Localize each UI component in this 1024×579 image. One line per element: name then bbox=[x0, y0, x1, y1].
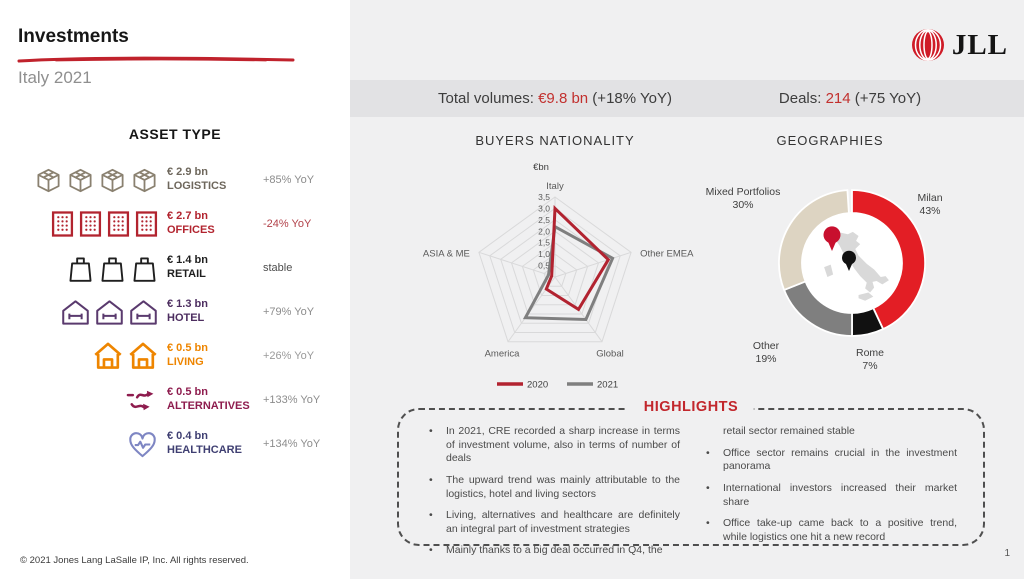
highlights-columns bbox=[399, 410, 983, 572]
highlight-item bbox=[706, 447, 957, 474]
highlight-item bbox=[706, 425, 957, 439]
building-icon bbox=[79, 210, 102, 238]
shopping-bag-icon bbox=[67, 254, 94, 283]
title-underline-brush bbox=[16, 56, 296, 64]
radar-axis-label: Italy bbox=[546, 181, 564, 192]
highlight-item bbox=[706, 482, 957, 509]
svg-text:1,0: 1,0 bbox=[538, 249, 550, 260]
jll-logo-text: JLL bbox=[951, 28, 1008, 61]
highlight-text: Living, alternatives and healthcare are definitely an integral part of investment strategies bbox=[446, 509, 680, 535]
highlights-column-2 bbox=[706, 425, 957, 566]
donut-label-rome: Rome 7% bbox=[855, 347, 884, 373]
highlight-text: The upward trend was mainly attributable to the logistics, hotel and living sectors bbox=[446, 473, 680, 500]
building-icon bbox=[135, 210, 158, 238]
radar-axis-label: Global bbox=[596, 348, 624, 360]
asset-value-label: € 1.4 bn RETAIL bbox=[167, 254, 208, 280]
asset-value-label: € 1.3 bn HOTEL bbox=[167, 298, 208, 324]
legend-label-2020: 2020 bbox=[527, 379, 549, 391]
svg-text:0,5: 0,5 bbox=[538, 260, 550, 271]
highlights-box bbox=[397, 399, 985, 557]
buyers-nationality-heading: BUYERS NATIONALITY bbox=[475, 133, 635, 148]
svg-text:3,5: 3,5 bbox=[538, 192, 550, 202]
house-icon bbox=[93, 341, 123, 371]
asset-yoy: +79% YoY bbox=[263, 306, 315, 318]
asset-icon-group bbox=[26, 387, 158, 413]
asset-icon-group bbox=[26, 210, 158, 238]
box-icon bbox=[35, 167, 62, 194]
svg-text:-: - bbox=[547, 270, 550, 280]
bullet-marker: • bbox=[429, 473, 433, 486]
box-icon bbox=[99, 167, 126, 194]
total-volumes-stat bbox=[405, 80, 705, 117]
bullet-marker: • bbox=[706, 517, 710, 530]
bullet-marker: • bbox=[429, 544, 433, 557]
jll-logo bbox=[911, 28, 1008, 62]
arrows-icon bbox=[125, 387, 158, 413]
highlight-text: Office sector remains crucial in the investment panorama bbox=[723, 446, 957, 473]
asset-icon-group bbox=[26, 430, 158, 459]
donut-label-mixed-portfolios: Mixed Portfolios 30% bbox=[705, 186, 781, 212]
bullet-marker: • bbox=[706, 446, 710, 459]
asset-icon-group bbox=[26, 341, 158, 371]
svg-text:1,5: 1,5 bbox=[538, 237, 550, 248]
bullet-marker: • bbox=[706, 481, 710, 494]
deals-yoy: (+75 YoY) bbox=[850, 90, 922, 107]
radar-svg bbox=[405, 150, 705, 400]
building-icon bbox=[107, 210, 130, 238]
shopping-bag-icon bbox=[131, 254, 158, 283]
hotel-icon bbox=[129, 299, 158, 326]
bullet-marker: • bbox=[429, 509, 433, 522]
box-icon bbox=[67, 167, 94, 194]
asset-yoy: +26% YoY bbox=[263, 350, 315, 362]
geographies-donut-chart bbox=[700, 150, 1024, 395]
highlight-text: Mainly thanks to a big deal occurred in Q4, the bbox=[446, 544, 663, 557]
buyers-nationality-radar-chart bbox=[405, 150, 705, 400]
deals-label: Deals: bbox=[778, 90, 826, 107]
asset-value-label: € 0.4 bn HEALTHCARE bbox=[167, 430, 242, 456]
deals-value: 214 bbox=[825, 90, 851, 107]
highlight-item bbox=[429, 509, 680, 536]
left-panel bbox=[0, 0, 350, 579]
highlight-item bbox=[429, 425, 680, 466]
asset-yoy: -24% YoY bbox=[263, 218, 312, 230]
donut-label-milan: Milan 43% bbox=[917, 192, 943, 218]
total-volumes-yoy: (+18% YoY) bbox=[588, 90, 672, 107]
radar-unit-label: €bn bbox=[533, 162, 549, 173]
bullet-marker bbox=[706, 425, 723, 439]
svg-text:2,0: 2,0 bbox=[538, 226, 550, 237]
asset-row-living bbox=[26, 334, 336, 378]
highlight-text: retail sector remained stable bbox=[723, 425, 855, 437]
asset-icon-group bbox=[26, 254, 158, 283]
highlight-text: In 2021, CRE recorded a sharp increase in terms of investment volume, also in terms of number of deals bbox=[446, 425, 680, 465]
asset-yoy: +134% YoY bbox=[263, 438, 321, 450]
page-title: Investments bbox=[18, 26, 129, 47]
asset-row-healthcare bbox=[26, 422, 336, 466]
asset-row-alternatives bbox=[26, 378, 336, 422]
total-volumes-label: Total volumes: bbox=[438, 90, 539, 107]
asset-yoy: +133% YoY bbox=[263, 394, 321, 406]
asset-yoy: +85% YoY bbox=[263, 174, 315, 186]
page-number: 1 bbox=[1004, 548, 1010, 559]
stats-bar bbox=[350, 80, 1024, 117]
asset-value-label: € 2.7 bn OFFICES bbox=[167, 210, 215, 236]
asset-value-label: € 0.5 bn LIVING bbox=[167, 342, 208, 368]
asset-value-label: € 0.5 bn ALTERNATIVES bbox=[167, 386, 250, 412]
jll-logo-mark-icon bbox=[911, 28, 945, 62]
asset-type-heading: ASSET TYPE bbox=[128, 126, 222, 142]
highlight-item bbox=[706, 517, 957, 544]
legend-label-2021: 2021 bbox=[597, 379, 619, 391]
asset-row-hotel bbox=[26, 290, 336, 334]
radar-axis-label: America bbox=[484, 348, 520, 360]
shopping-bag-icon bbox=[99, 254, 126, 283]
asset-value-label: € 2.9 bn LOGISTICS bbox=[167, 166, 227, 192]
asset-icon-group bbox=[26, 299, 158, 326]
svg-text:2,5: 2,5 bbox=[538, 214, 550, 225]
donut-label-other: Other 19% bbox=[752, 340, 780, 366]
highlight-item bbox=[429, 474, 680, 501]
asset-row-offices bbox=[26, 202, 336, 246]
highlight-item bbox=[429, 544, 680, 558]
hotel-icon bbox=[61, 299, 90, 326]
content-panel bbox=[350, 0, 1024, 579]
house-icon bbox=[128, 341, 158, 371]
copyright-text: © 2021 Jones Lang LaSalle IP, Inc. All rights reserved. bbox=[20, 555, 249, 566]
asset-row-logistics bbox=[26, 158, 336, 202]
total-volumes-value: €9.8 bn bbox=[538, 90, 589, 107]
highlights-column-1 bbox=[429, 425, 680, 566]
box-icon bbox=[131, 167, 158, 194]
highlights-title: HIGHLIGHTS bbox=[628, 399, 754, 415]
geographies-heading: GEOGRAPHIES bbox=[776, 133, 884, 148]
deals-stat bbox=[750, 80, 950, 117]
hotel-icon bbox=[95, 299, 124, 326]
heart-pulse-icon bbox=[127, 430, 158, 459]
asset-row-retail bbox=[26, 246, 336, 290]
asset-yoy: stable bbox=[263, 262, 293, 274]
radar-axis-label: Other EMEA bbox=[640, 248, 694, 260]
radar-axis-label: ASIA & ME bbox=[422, 248, 470, 260]
asset-icon-group bbox=[26, 167, 158, 194]
page-subtitle: Italy 2021 bbox=[18, 68, 92, 87]
highlight-text: Office take-up came back to a positive trend, while logistics one hit a new record bbox=[723, 517, 957, 543]
bullet-marker: • bbox=[429, 425, 433, 437]
highlight-text: International investors increased their market share bbox=[723, 481, 957, 508]
svg-text:3,0: 3,0 bbox=[538, 203, 550, 214]
building-icon bbox=[51, 210, 74, 238]
asset-type-list bbox=[26, 158, 336, 466]
